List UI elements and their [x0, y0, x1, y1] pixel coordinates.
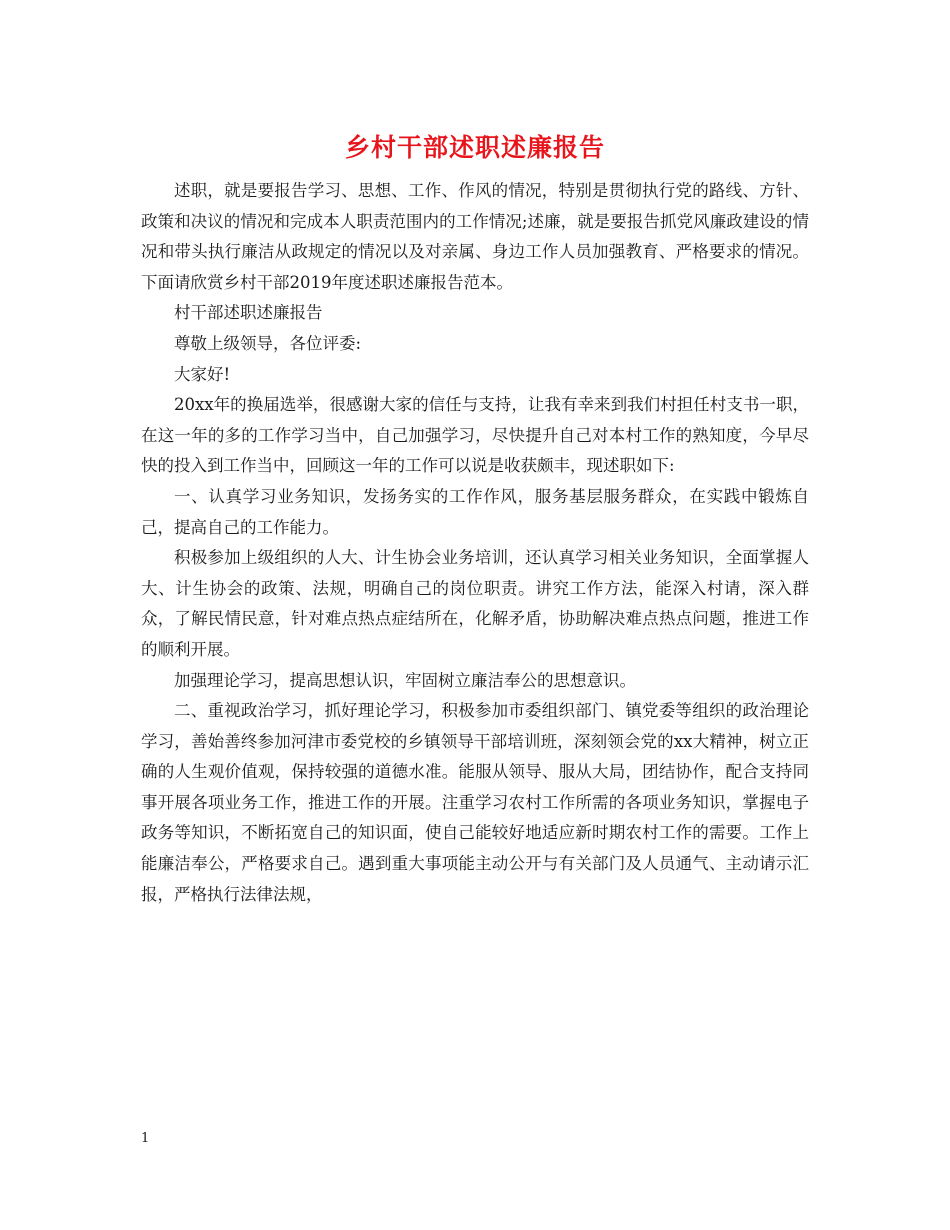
paragraph-opening: 20xx年的换届选举，很感谢大家的信任与支持，让我有幸来到我们村担任村支书一职，在这一年的多的工作学习当中，自己加强学习，尽快提升自己对本村工作的熟知度，今早尽快的投入到工作当中，回顾这一年的工作可以说是收获颇丰，现述职如下: [141, 395, 809, 476]
page-number: 1 [141, 1131, 150, 1146]
paragraph-section-two: 二、重视政治学习，抓好理论学习，积极参加市委组织部门、镇党委等组织的政治理论学习，善始善终参加河津市委党校的乡镇领导干部培训班，深刻领会党的xx大精神，树立正确的人生观价值观，保持较强的道德水准。能服从领导、服从大局，团结协作，配合支持同事开展各项业务工作，推进工作的开展。注重学习农村工作所需的各项业务知识，掌握电子政务等知识，不断拓宽自己的知识面，使自己能较好地适应新时期农村工作的需要。工作上能廉洁奉公，严格要求自己。遇到重大事项能主动公开与有关部门及人员通气、主动请示汇报，严格执行法律法规， [141, 701, 809, 904]
document-body [141, 176, 809, 910]
paragraph-greeting: 大家好! [174, 364, 231, 384]
paragraph-intro: 述职，就是要报告学习、思想、工作、作风的情况，特别是贯彻执行党的路线、方针、政策和决议的情况和完成本人职责范围内的工作情况;述廉，就是要报告抓党风廉政建设的情况和带头执行廉洁从政规定的情况以及对亲属、身边工作人员加强教育、严格要求的情况。下面请欣赏乡村干部2019年度述职述廉报告范本。 [141, 181, 809, 292]
document-title: 乡村干部述职述廉报告 [344, 133, 605, 162]
paragraph-subtitle: 村干部述职述廉报告 [174, 303, 323, 323]
paragraph-theory-study: 加强理论学习，提高思想认识，牢固树立廉洁奉公的思想意识。 [174, 670, 636, 690]
paragraph-salutation: 尊敬上级领导，各位评委: [174, 333, 362, 353]
paragraph-section-one-heading: 一、认真学习业务知识，发扬务实的工作作风，服务基层服务群众，在实践中锻炼自己，提高自己的工作能力。 [141, 486, 809, 537]
paragraph-section-one-body: 积极参加上级组织的人大、计生协会业务培训，还认真学习相关业务知识，全面掌握人大、计生协会的政策、法规，明确自己的岗位职责。讲究工作方法，能深入村请，深入群众，了解民情民意，针对难点热点症结所在，化解矛盾，协助解决难点热点问题，推进工作的顺利开展。 [141, 548, 809, 659]
